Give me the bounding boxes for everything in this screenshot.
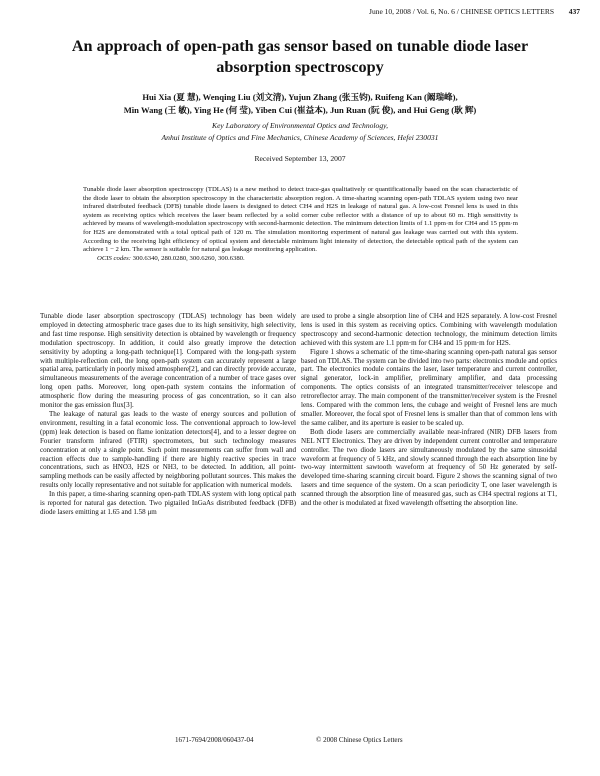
abstract	[83, 186, 518, 263]
affiliation-line-1: Key Laboratory of Environmental Optics and Technology,	[212, 121, 388, 130]
received-date: Received September 13, 2007	[254, 154, 346, 163]
issn-code: 1671-7694/2008/060437-04	[175, 736, 254, 744]
copyright-notice: © 2008 Chinese Optics Letters	[316, 736, 403, 744]
ocis-values: 300.6340, 280.0280, 300.6260, 300.6380.	[132, 254, 245, 262]
right-column	[301, 312, 557, 508]
running-header	[0, 7, 600, 19]
affiliation-line-2: Anhui Institute of Optics and Fine Mechanics, Chinese Academy of Sciences, Hefei 230031	[161, 132, 439, 142]
affiliation	[60, 120, 540, 143]
body-paragraph: Tunable diode laser absorption spectroscopy (TDLAS) technology has been widely employed in detecting atmospheric trace gases due to its high sensitivity, high selectivity, and fast time response. High sensitivity detection is obtained by wavelength or frequency modulation spectroscopy. In addition, it could also greatly improve the detection sensitivity by adopting a long-path technique[1]. Compared with the long-path system with multiple-reflection cell, the long open-path system can accurately represent a large spatial area, particularly in poorly mixed atmosphere[2], and can directly provide accurate, simultaneous measurements of the average concentration of a number of trace gases over long open paths. Moreover, long open-path system contains the information of atmospheric flow during the measuring process of gas concentration, so it can also monitor the gas emission flux[3].	[40, 312, 296, 410]
paper-title: An approach of open-path gas sensor based on tunable diode laser absorption spectroscopy	[71, 37, 529, 76]
author-line-1: Hui Xia (夏 慧), Wenqing Liu (刘文清), Yujun Zhang (张玉钧), Ruifeng Kan (阚瑞峰),	[142, 92, 458, 102]
ocis-codes	[83, 255, 518, 264]
ocis-label: OCIS codes:	[97, 254, 131, 262]
page-number: 437	[568, 7, 580, 16]
author-line-2: Min Wang (王 敏), Ying He (何 莹), Yiben Cui (崔益本), Jun Ruan (阮 俊), and Hui Geng (耿 辉)	[123, 105, 477, 115]
body-paragraph: are used to probe a single absorption line of CH4 and H2S separately. A low-cost Fresnel lens is used in this system as receiving optics. Combining with wavelength modulation spectroscopy and second-harmonic detection technology, the minimum detection limits achieved with this system are 1.1 ppm·m for CH4 and 15 ppm·m for H2S.	[301, 312, 557, 347]
author-list	[30, 91, 570, 117]
body-paragraph: Figure 1 shows a schematic of the time-sharing scanning open-path natural gas sensor based on TDLAS. The system can be divided into two parts: electronics module and optics part. The electronics module contains the laser, laser temperature and current controller, signal generator, lock-in amplifier, preliminary amplifier, and data processing components. The optics consists of an integrated transmitter/receiver telescope and retroreflector array. The main component of the transmitter/receiver system is the Fresnel lens. Compared with the common lens, the cubage and weight of Fresnel lens are much smaller. Moreover, the focal spot of Fresnel lens is smaller than that of common lens with the same caliber, and its aperture is easier to be scaled up.	[301, 347, 557, 427]
body-paragraph: In this paper, a time-sharing scanning open-path TDLAS system with long optical path is reported for natural gas detection. Two pigtailed InGaAs distributed feedback (DFB) diode lasers emitting at 1.65 and 1.58 μm	[40, 490, 296, 516]
body-paragraph: Both diode lasers are commercially available near-infrared (NIR) DFB lasers from NEL NTT Electronics. They are driven by independent current controller and temperature controller. The two diode lasers are simultaneously modulated by the same sinusoidal waveform at frequency of 5 kHz, and slowly scanned through the each absorption line by two-way intermittent sawtooth waveform at frequency of 50 Hz generated by self-developed time-sharing scanning circuit board. Figure 2 shows the scanning signal of two lasers and time sequence of the system. On a scan periodicity T, one laser wavelength is scanned through the absorption line of measured gas, such as CH4 spectral regions at T1, and the other is modulated at fixed wavelength offsetting the absorption line.	[301, 427, 557, 508]
running-title: June 10, 2008 / Vol. 6, No. 6 / CHINESE OPTICS LETTERS	[369, 7, 554, 16]
abstract-text: Tunable diode laser absorption spectroscopy (TDLAS) is a new method to detect trace-gas qualitatively or quantificationally based on the scan characteristic of the diode laser to obtain the absorption spectroscopy in the characteristic absorption region. A time-sharing scanning open-path TDLAS system using two near infrared distributed feedback (DFB) tunable diode lasers is designed to detect CH4 and H2S in leakage of natural gas. A low-cost Fresnel lens is used in this system as receiving optics which receives the laser beam reflected by a solid corner cube reflector with a distance of up to about 60 m. High sensitivity is achieved by means of wavelength-modulation spectroscopy with second-harmonic detection. The minimum detection limits of 1.1 ppm·m for CH4 and 15 ppm·m for H2S are demonstrated with a total optical path of 120 m. The simulation monitoring experiment of natural gas leakage was carried out with this system. According to the receiving light efficiency of optical system and detectable minimum light intensity of detection, the detectable optical path of the system can achieve 1 − 2 km. The sensor is suitable for natural gas leakage monitoring application.	[83, 186, 518, 254]
left-column	[40, 312, 296, 517]
body-paragraph: The leakage of natural gas leads to the waste of energy sources and pollution of environment, resulting in a fatal economic loss. The conventional approach to low-level (ppm) leak detection is based on flame ionization detectors[4], and to a lesser degree on Fourier transform infrared (FTIR) spectrometers, but such technology measures concentration at only a single point. Such point measurements can suffer from wall and reaction effects due to sample-handling if there are highly reactive species in trace concentrations, such as HNO3, H2S or NH3, to be detected. In addition, all point-sampling methods can be easily affected by neighboring pollutant sources. This makes the results only locally representative and not suitable for application with numerical models.	[40, 409, 296, 490]
